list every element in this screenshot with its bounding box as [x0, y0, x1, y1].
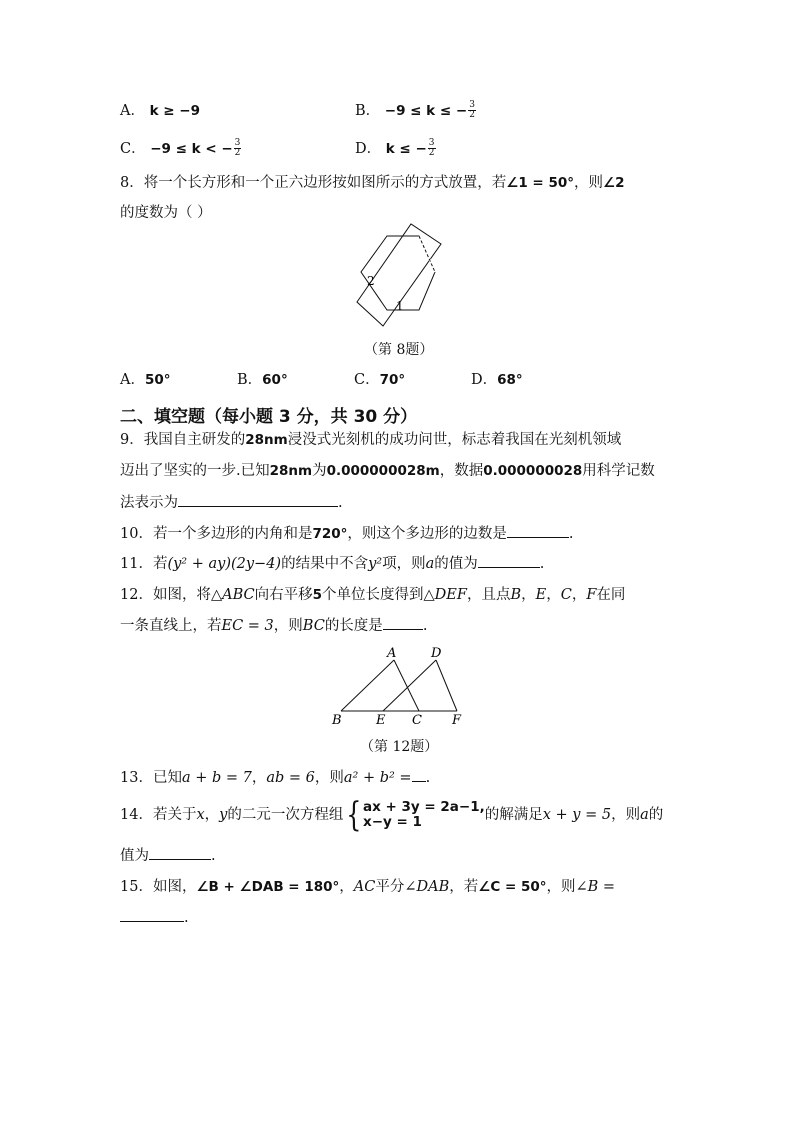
text: 向右平移	[254, 587, 313, 603]
q12-line-2	[120, 615, 427, 636]
point-label-f: F	[452, 713, 462, 728]
math-expression: B	[510, 587, 522, 603]
answer-blank[interactable]	[178, 492, 338, 507]
left-brace-icon: {	[346, 795, 362, 835]
math-expression: ab = 6	[266, 770, 315, 786]
fraction-numerator: 3	[234, 137, 241, 148]
option-value: 68°	[497, 372, 523, 388]
segment-ed	[383, 660, 436, 711]
text: 15．如图，	[120, 879, 197, 895]
text: .	[184, 910, 189, 926]
q8-figure	[345, 222, 445, 332]
math-expression: −9 ≤ k < −	[150, 141, 233, 157]
answer-blank[interactable]	[383, 615, 423, 630]
q7-option-d	[355, 139, 436, 159]
text: ，且点	[466, 587, 511, 603]
math-expression: a	[425, 556, 435, 572]
q8-option-a	[120, 370, 171, 390]
fraction-numerator: 3	[469, 99, 475, 110]
text: 的值为	[434, 556, 478, 572]
text: ，则	[546, 879, 576, 895]
math-expression: ∠C = 50°	[478, 879, 547, 895]
text: 为	[312, 463, 327, 479]
math-expression: y	[219, 807, 228, 823]
text: 8．将一个长方形和一个正六边形按如图所示的方式放置，若	[120, 175, 507, 191]
math-expression: E	[535, 587, 547, 603]
q13-line	[120, 767, 430, 788]
fraction-numerator: 3	[428, 137, 435, 148]
text: 用科学记数	[582, 463, 655, 479]
text: ，则	[611, 807, 641, 823]
text: 平分	[375, 879, 405, 895]
text: 的	[648, 807, 664, 823]
q10-line	[120, 523, 574, 544]
math-expression: ∠B =	[575, 879, 616, 895]
math-expression: 5	[312, 587, 323, 603]
segment-df	[436, 660, 457, 711]
q8-option-b	[237, 370, 288, 390]
angle-label-2: 2	[367, 274, 375, 288]
text: 法表示为	[120, 495, 178, 511]
q7-option-a	[120, 101, 200, 121]
text: 个单位长度得到	[322, 587, 424, 603]
q8-line-2: 的度数为（ ）	[120, 205, 212, 221]
math-expression: a + b = 7	[181, 770, 252, 786]
text: 9．我国自主研发的	[120, 432, 246, 448]
math-expression: k ≤ −	[385, 141, 427, 157]
q8-caption: （第 8题）	[364, 342, 434, 358]
answer-blank[interactable]	[478, 553, 540, 568]
answer-blank[interactable]	[412, 767, 426, 782]
math-expression: y²	[368, 556, 383, 572]
math-expression: △ABC	[210, 587, 255, 603]
math-expression: 720°	[312, 526, 348, 542]
math-expression: x + y = 5	[542, 807, 612, 823]
q12-figure	[325, 642, 470, 730]
equation-1: ax + 3y = 2a−1,	[362, 799, 485, 815]
text: 迈出了坚实的一步.已知	[120, 463, 270, 479]
answer-blank[interactable]	[507, 523, 569, 538]
text: 12．如图，将	[120, 587, 211, 603]
text: 的结果中不含	[281, 556, 369, 572]
point-label-b: B	[332, 713, 342, 728]
math-expression: ∠1 = 50°	[506, 175, 574, 191]
math-expression: ∠DAB	[404, 879, 450, 895]
text: ，则	[273, 618, 303, 634]
point-label-a: A	[387, 646, 397, 661]
math-expression: 0.000000028m	[326, 463, 440, 479]
option-value: 50°	[144, 372, 171, 388]
text: ，	[546, 587, 561, 603]
text: ，	[521, 587, 536, 603]
option-label: D．	[355, 141, 382, 157]
math-expression: BC	[302, 618, 325, 634]
fraction-denominator: 2	[469, 109, 475, 120]
q8-option-d	[471, 370, 523, 390]
text: 值为	[120, 848, 149, 864]
fraction-denominator: 2	[234, 147, 241, 158]
option-label: C．	[354, 372, 380, 388]
point-label-c: C	[412, 713, 422, 728]
math-expression: EC = 3	[221, 618, 274, 634]
text: ，则	[314, 770, 344, 786]
math-expression: 0.000000028	[483, 463, 583, 479]
text: .	[539, 556, 545, 572]
angle-label-1: 1	[396, 299, 404, 313]
math-expression: a² + b² =	[343, 770, 412, 786]
point-label-d: D	[431, 646, 442, 661]
text: 13．已知	[120, 770, 182, 786]
fraction	[234, 139, 242, 158]
text: 的解满足	[484, 807, 543, 823]
fraction	[468, 101, 476, 120]
math-expression: △DEF	[423, 587, 467, 603]
text: ，	[204, 807, 220, 823]
q9-line-1	[120, 430, 621, 450]
text: 14．若关于	[120, 807, 197, 823]
math-expression: (y² + ay)(2y−4)	[167, 556, 282, 572]
section-heading: 二、填空题（每小题 3 分，共 30 分）	[120, 407, 418, 427]
math-expression: a	[640, 807, 649, 823]
option-value: 70°	[379, 372, 406, 388]
math-expression: 28nm	[269, 463, 313, 479]
q8-line-1	[120, 173, 624, 193]
text: .	[425, 770, 431, 786]
answer-blank[interactable]	[149, 845, 211, 860]
text: 一条直线上，若	[120, 618, 222, 634]
math-expression: −9 ≤ k ≤ −	[384, 103, 468, 119]
text: ，则这个多边形的边数是	[347, 526, 507, 542]
q14-line-2	[120, 845, 216, 866]
text: 11．若	[120, 556, 168, 572]
text: .	[211, 848, 216, 864]
option-label: D．	[471, 372, 498, 388]
text: ，	[251, 770, 267, 786]
q14-line-1	[120, 797, 663, 833]
option-label: A．	[120, 372, 145, 388]
q11-line	[120, 553, 544, 574]
text: 项，则	[382, 556, 426, 572]
option-label: C．	[120, 141, 146, 157]
point-label-e: E	[376, 713, 386, 728]
math-expression: ∠B + ∠DAB = 180°	[196, 879, 340, 895]
text: ，	[339, 879, 354, 895]
text: 在同	[596, 587, 626, 603]
fraction	[428, 139, 436, 158]
text: 的二元一次方程组	[227, 807, 344, 823]
math-expression: k ≥ −9	[149, 103, 200, 119]
equation-rows	[363, 800, 485, 830]
math-expression: x	[196, 807, 205, 823]
option-value: 60°	[262, 372, 288, 388]
option-label: B．	[355, 103, 381, 119]
option-label: B．	[237, 372, 263, 388]
text: .	[568, 526, 574, 542]
text: ，	[571, 587, 587, 603]
equation-system	[343, 795, 485, 835]
q8-option-c	[354, 370, 405, 390]
text: .	[338, 495, 343, 511]
text: ，若	[449, 879, 479, 895]
math-expression: F	[586, 587, 597, 603]
equation-2: x−y = 1	[362, 814, 422, 830]
q12-caption: （第 12题）	[360, 739, 439, 755]
q15-line-1	[120, 877, 615, 897]
text: ，数据	[439, 463, 484, 479]
segment-ab	[341, 660, 394, 711]
text: 的长度是	[324, 618, 383, 634]
q12-line-1	[120, 585, 625, 605]
q15-line-2	[120, 907, 189, 928]
option-label: A．	[120, 103, 145, 119]
math-expression: C	[560, 587, 572, 603]
math-expression: AC	[353, 879, 376, 895]
text: 浸没式光刻机的成功问世，标志着我国在光刻机领域	[287, 432, 622, 448]
answer-blank[interactable]	[120, 907, 184, 922]
text: .	[422, 618, 428, 634]
q7-option-c	[120, 139, 241, 159]
text: ，则	[573, 175, 603, 191]
text: 10．若一个多边形的内角和是	[120, 526, 313, 542]
q9-line-3	[120, 492, 343, 513]
q9-line-2	[120, 461, 655, 481]
math-expression: ∠2	[602, 175, 625, 191]
fraction-denominator: 2	[428, 147, 435, 158]
q7-option-b	[355, 101, 476, 121]
math-expression: 28nm	[245, 432, 288, 448]
segment-ac	[394, 660, 419, 711]
